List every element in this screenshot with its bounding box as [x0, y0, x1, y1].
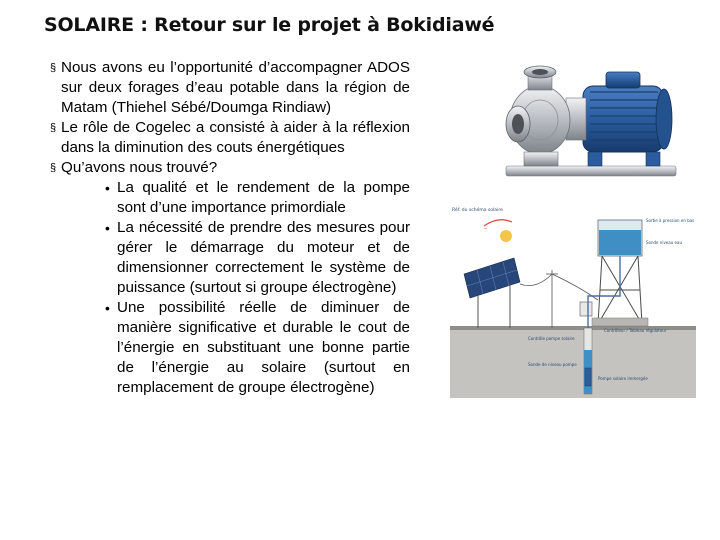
sub-bullet-item: [50, 298, 410, 398]
bullet-text: Nous avons eu l’opportunité d’accompagner ADOS sur deux forages d’eau potable dans la région de Matam (Thiehel Sébé/Doumga Rindiaw): [61, 59, 410, 116]
label-probe: Sonde de niveau pompe: [528, 362, 577, 367]
bullet-item: [50, 158, 410, 178]
sun-icon: [500, 230, 512, 242]
label-controller: Contrôleur / Tableau régulateur: [604, 328, 667, 333]
logo-mark: ~: [484, 226, 488, 231]
diagram-heading: Réf. du schéma solaire: [452, 208, 503, 213]
label-pump: Pompe solaire immergée: [598, 376, 648, 381]
bullet-text: Qu’avons nous trouvé?: [61, 159, 218, 176]
label-pump-control: Contrôle pompe solaire: [528, 336, 575, 341]
solar-pumping-schematic: [448, 200, 698, 400]
sub-bullet-item: [50, 178, 410, 218]
logo-icon: [484, 220, 512, 226]
bullet-marker: §: [50, 62, 57, 74]
solar-panel-array: [464, 258, 520, 328]
solar-pumping-diagram: [448, 200, 698, 400]
sub-bullet-marker: •: [105, 300, 110, 316]
bullet-text: Le rôle de Cogelec a consisté à aider à la réflexion dans la diminution des couts énergétiques: [61, 119, 410, 156]
label-tank: Sortie à pression en bas: [646, 218, 695, 223]
bullet-marker: §: [50, 162, 57, 174]
bullet-list: [50, 58, 410, 398]
sub-bullet-text: La nécessité de prendre des mesures pour gérer le démarrage du moteur et de dimensionner correctement le système de puissance (surtout si groupe électrogène): [117, 219, 410, 296]
bullet-item: [50, 118, 410, 158]
bullet-marker: §: [50, 122, 57, 134]
label-sensor: Sonde niveau eau: [646, 240, 682, 245]
bullet-item: [50, 58, 410, 118]
sub-bullet-marker: •: [105, 220, 110, 236]
controller-box: [580, 302, 592, 316]
power-line: [520, 270, 598, 328]
page-title: SOLAIRE : Retour sur le projet à Bokidiawé: [44, 14, 495, 36]
sub-bullet-marker: •: [105, 180, 110, 196]
sub-bullet-item: [50, 218, 410, 298]
pump-image: [488, 58, 688, 188]
sub-bullet-text: Une possibilité réelle de diminuer de manière significative et durable le cout de l’énergie en substituant une bonne partie de l’énergie au solaire (surtout en remplacement de groupe électrogène): [117, 299, 410, 396]
sub-bullet-text: La qualité et le rendement de la pompe sont d’une importance primordiale: [117, 179, 410, 216]
submersible-pump-icon: [585, 368, 591, 386]
centrifugal-pump-illustration: [488, 58, 688, 188]
